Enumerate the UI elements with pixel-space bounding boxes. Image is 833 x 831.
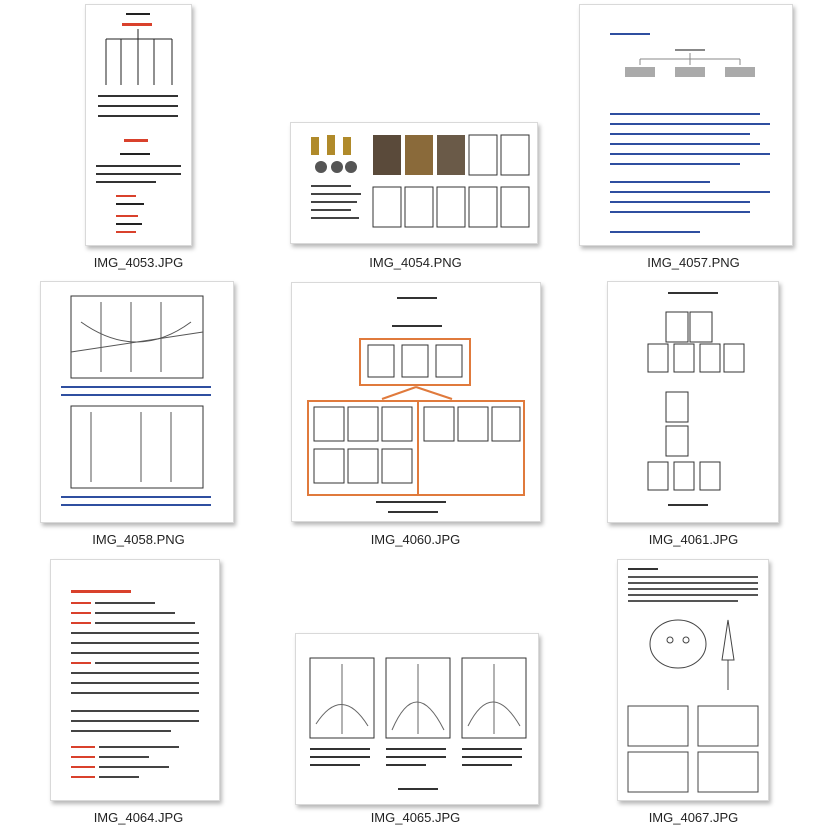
file-item[interactable] xyxy=(555,555,832,831)
file-name: IMG_4057.PNG xyxy=(647,255,740,270)
file-thumbnail[interactable] xyxy=(295,633,539,805)
file-thumbnail[interactable] xyxy=(85,4,192,246)
file-item[interactable] xyxy=(277,277,554,553)
file-name: IMG_4058.PNG xyxy=(92,532,185,547)
board-layout-preview xyxy=(608,282,778,522)
file-name: IMG_4054.PNG xyxy=(369,255,462,270)
file-item[interactable] xyxy=(555,0,832,276)
file-thumbnail[interactable] xyxy=(50,559,220,801)
file-item[interactable] xyxy=(277,0,554,276)
text-document-preview xyxy=(51,560,219,800)
character-sketch-preview xyxy=(618,560,768,800)
file-thumbnail[interactable] xyxy=(579,4,793,246)
file-name: IMG_4064.JPG xyxy=(93,810,184,825)
file-thumbnail[interactable] xyxy=(40,281,234,523)
file-item[interactable] xyxy=(0,277,277,553)
file-item[interactable] xyxy=(0,0,277,276)
file-item[interactable] xyxy=(0,555,277,831)
file-thumbnail[interactable] xyxy=(607,281,779,523)
file-name: IMG_4061.JPG xyxy=(648,532,739,547)
file-item[interactable] xyxy=(277,555,554,831)
file-name: IMG_4060.JPG xyxy=(370,532,461,547)
storyboard-preview xyxy=(291,123,537,243)
file-thumbnail[interactable] xyxy=(617,559,769,801)
handwritten-tree-preview xyxy=(86,5,191,245)
file-thumbnail[interactable] xyxy=(291,282,541,522)
sketch-panels-preview xyxy=(296,634,538,804)
file-name: IMG_4065.JPG xyxy=(370,810,461,825)
file-name: IMG_4067.JPG xyxy=(648,810,739,825)
file-thumbnail[interactable] xyxy=(290,122,538,244)
document-preview xyxy=(580,5,792,245)
flowchart-preview xyxy=(292,283,540,521)
file-item[interactable] xyxy=(555,277,832,553)
sketch-document-preview xyxy=(41,282,233,522)
file-name: IMG_4053.JPG xyxy=(93,255,184,270)
